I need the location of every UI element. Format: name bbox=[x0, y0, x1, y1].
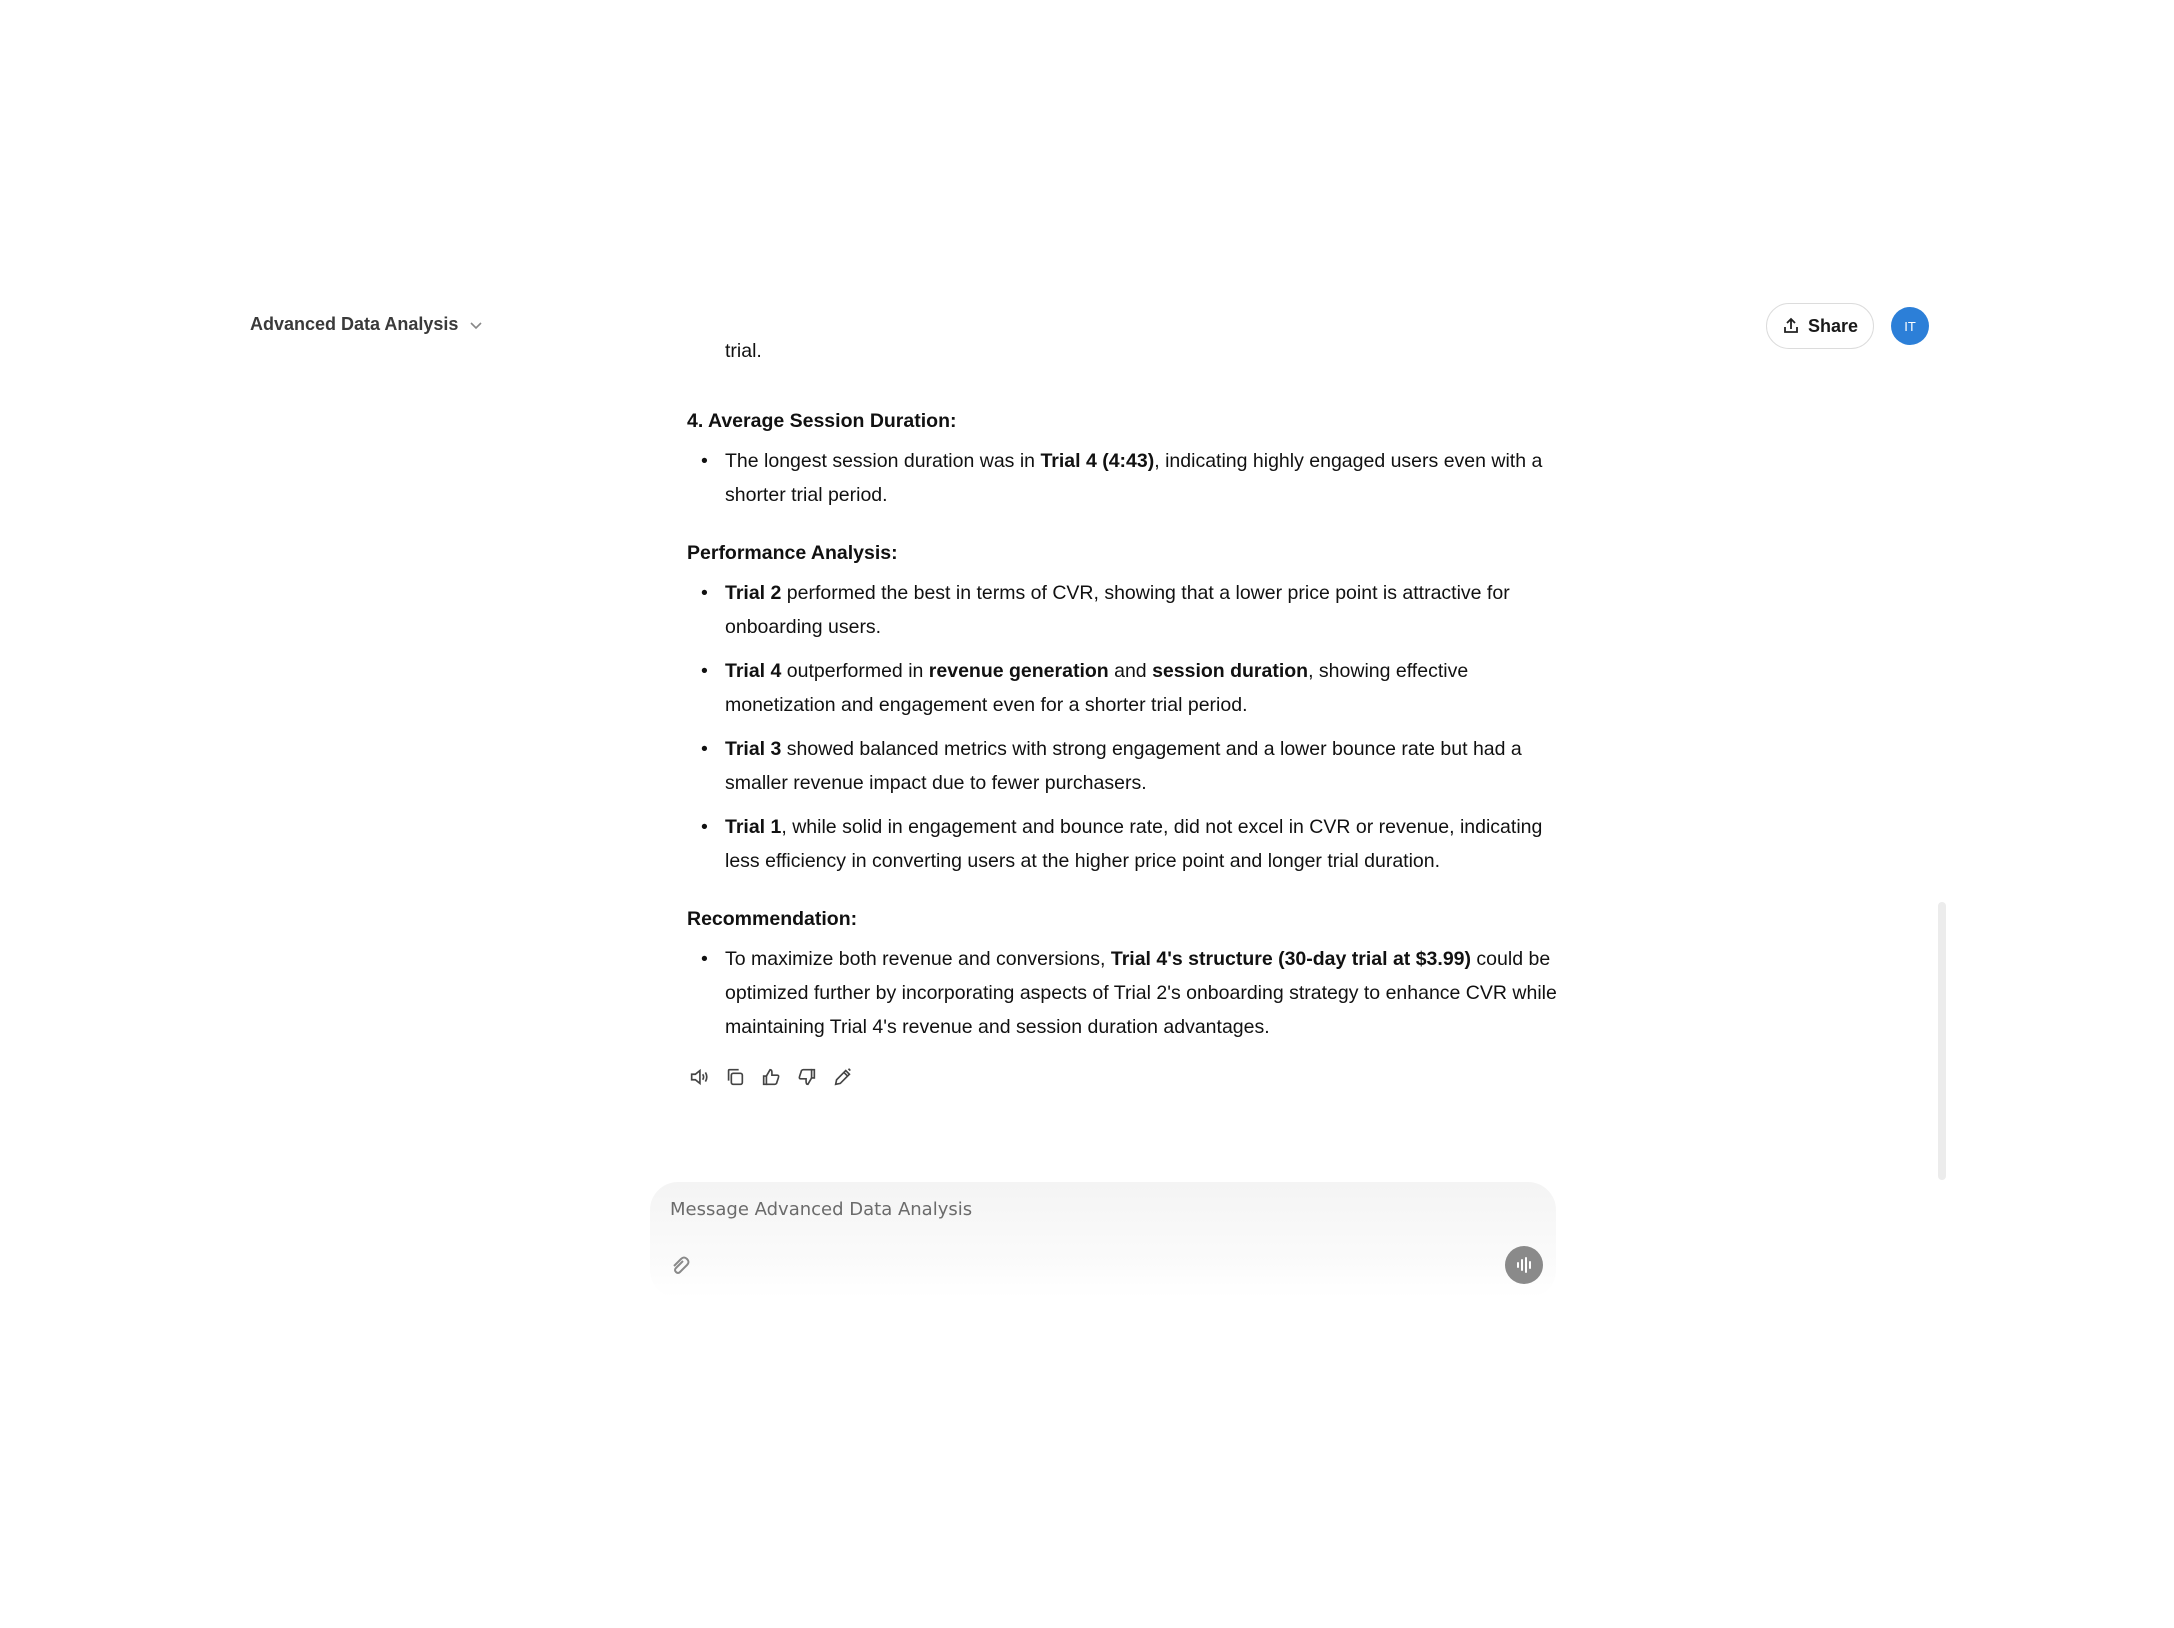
section-heading: 4. Average Session Duration: bbox=[687, 410, 957, 432]
truncated-text: trial. bbox=[725, 340, 762, 358]
list-item bbox=[687, 942, 1557, 1044]
thumbs-up-icon[interactable] bbox=[760, 1066, 782, 1088]
bullet-list bbox=[687, 942, 1557, 1054]
model-title: Advanced Data Analysis bbox=[250, 314, 459, 334]
bullet-list bbox=[687, 576, 1557, 888]
message-input[interactable] bbox=[668, 1198, 1472, 1221]
scrollbar[interactable] bbox=[1938, 902, 1946, 1180]
voice-wave-icon bbox=[1514, 1255, 1534, 1275]
text: , while solid in engagement and bounce rate, did not excel in CVR or revenue, indicating less efficiency in converting users at the higher price point and longer trial duration. bbox=[725, 816, 1543, 872]
bold-text: Trial 4's structure (30-day trial at $3.99) bbox=[1110, 948, 1472, 970]
model-selector[interactable] bbox=[250, 314, 484, 335]
message-actions bbox=[688, 1066, 854, 1088]
bullet-list bbox=[687, 444, 1557, 522]
text: showed balanced metrics with strong engagement and a lower bounce rate but had a smaller revenue impact due to fewer purchasers. bbox=[725, 738, 1522, 794]
bold-text: revenue generation bbox=[928, 660, 1109, 682]
bold-text: session duration bbox=[1152, 660, 1309, 682]
text: could be optimized further by incorporating aspects of Trial 2's onboarding strategy to enhance CVR while maintaining Trial 4's revenue and session duration advantages. bbox=[725, 948, 1557, 1038]
bold-text: Trial 4 bbox=[725, 660, 782, 682]
share-label: Share bbox=[1807, 315, 1859, 336]
voice-button[interactable] bbox=[1505, 1246, 1543, 1284]
list-item bbox=[687, 810, 1557, 878]
edit-pen-icon[interactable] bbox=[832, 1066, 854, 1088]
bold-text: Trial 4 (4:43) bbox=[1040, 450, 1155, 472]
bold-text: Trial 3 bbox=[725, 738, 782, 760]
paperclip-icon[interactable] bbox=[668, 1254, 692, 1278]
share-icon bbox=[1782, 317, 1800, 335]
section-heading: Recommendation: bbox=[687, 908, 858, 930]
list-item bbox=[687, 732, 1557, 800]
list-item bbox=[687, 654, 1557, 722]
text: The longest session duration was in bbox=[725, 450, 1041, 472]
avatar[interactable]: IT bbox=[1891, 307, 1929, 345]
text: and bbox=[1108, 660, 1153, 682]
list-item bbox=[687, 576, 1557, 644]
section-heading: Performance Analysis: bbox=[687, 542, 898, 564]
text: outperformed in bbox=[781, 660, 929, 682]
text: performed the best in terms of CVR, showing that a lower price point is attractive for onboarding users. bbox=[725, 582, 1510, 638]
speaker-icon[interactable] bbox=[688, 1066, 710, 1088]
text: , showing effective monetization and engagement even for a shorter trial period. bbox=[725, 660, 1469, 716]
list-item bbox=[687, 444, 1557, 512]
bold-text: Trial 2 bbox=[725, 582, 782, 604]
composer bbox=[650, 1182, 1556, 1298]
copy-icon[interactable] bbox=[724, 1066, 746, 1088]
share-button[interactable] bbox=[1766, 303, 1874, 349]
text: To maximize both revenue and conversions, bbox=[725, 948, 1111, 970]
text: , indicating highly engaged users even with a shorter trial period. bbox=[725, 450, 1543, 506]
bold-text: Trial 1 bbox=[725, 816, 782, 838]
thumbs-down-icon[interactable] bbox=[796, 1066, 818, 1088]
chevron-down-icon bbox=[468, 317, 484, 333]
